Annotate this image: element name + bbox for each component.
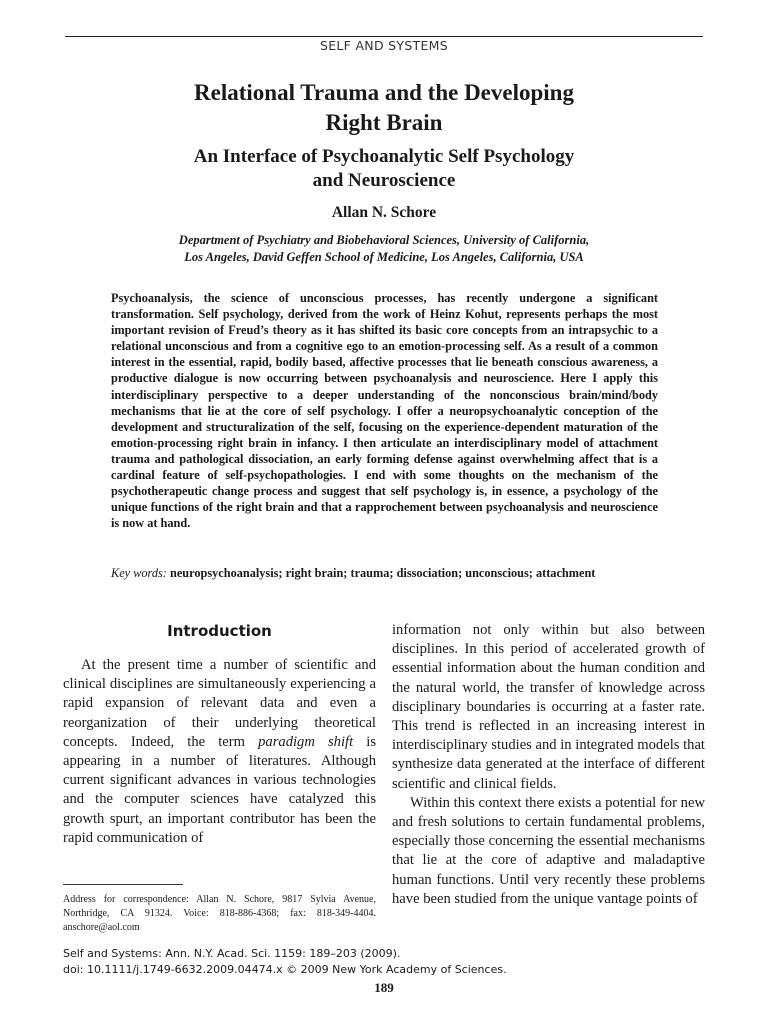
paragraph: Within this context there exists a potential for new and fresh solutions to certain fundamental problems, especially those concerning the essential mechanisms that lie at the core of adaptive and maladaptive human functions. Until very recently these problems have been studied from the unique vantage points of xyxy=(392,794,705,907)
author-name: Allan N. Schore xyxy=(331,204,437,221)
header-rule xyxy=(65,36,703,37)
keywords xyxy=(111,565,658,581)
running-head: SELF AND SYSTEMS xyxy=(319,38,449,53)
article-subtitle xyxy=(0,145,768,193)
citation-line-2: doi: 10.1111/j.1749-6632.2009.04474.x © 2009 New York Academy of Sciences. xyxy=(63,963,507,976)
section-heading: Introduction xyxy=(167,622,272,640)
keywords-label: Key words: xyxy=(111,566,167,580)
abstract: Psychoanalysis, the science of unconscious processes, has recently undergone a significant transformation. Self psychology, derived from the work of Heinz Kohut, represents perhaps the most important revision of Freud’s theory as it has shifted its basic core concepts from an intrapsychic to a relational unconscious and from a cognitive ego to an emotion-processing self. As a result of a common interest in the essential, rapid, bodily based, affective processes that lie beneath conscious awareness, a productive dialogue is now occurring between psychoanalysis and neuroscience. Here I apply this interdisciplinary perspective to a deeper understanding of the nonconscious brain/mind/body mechanisms that lie at the core of self psychology. I offer a neuropsychoanalytic conception of the development and structuralization of the self, focusing on the experience-dependent maturation of the emotion-processing right brain in infancy. I then articulate an interdisciplinary model of attachment trauma and pathological dissociation, an early forming defense against overwhelming affect that is a cardinal feature of self-psychopathologies. I end with some thoughts on the mechanism of the psychotherapeutic change process and suggest that self psychology is, in essence, a psychology of the unique functions of the right brain and that a rapprochement between psychoanalysis and neuroscience is now at hand. xyxy=(111,291,658,531)
page-number: 189 xyxy=(374,980,394,995)
italic-term: paradigm shift xyxy=(258,733,354,750)
affiliation xyxy=(0,232,768,266)
title-line-1: Relational Trauma and the Developing xyxy=(194,80,574,105)
subtitle-line-1: An Interface of Psychoanalytic Self Psychology xyxy=(193,146,575,167)
left-column xyxy=(63,656,376,848)
footnote: Address for correspondence: Allan N. Schore, 9817 Sylvia Avenue, Northridge, CA 91324. Voice: 818-886-4368; fax: 818-349-4404. anschore@aol.com xyxy=(63,894,376,933)
subtitle-line-2: and Neuroscience xyxy=(312,170,456,191)
citation xyxy=(63,946,507,978)
affiliation-line-1: Department of Psychiatry and Biobehavioral Sciences, University of California, xyxy=(178,233,590,247)
paragraph: At the present time a number of scientific and clinical disciplines are simultaneously experiencing a rapid expansion of relevant data and even a reorganization of their underlying theoretical concepts. Indeed, the term paradigm shift is appearing in a number of literatures. Although current significant advances in various technologies and the computer sciences have catalyzed this growth spurt, an important contributor has been the rapid communication of xyxy=(63,657,377,846)
title-line-2: Right Brain xyxy=(325,110,443,135)
citation-line-1: Self and Systems: Ann. N.Y. Acad. Sci. 1159: 189–203 (2009). xyxy=(63,947,401,960)
article-title xyxy=(0,78,768,138)
affiliation-line-2: Los Angeles, David Geffen School of Medicine, Los Angeles, California, USA xyxy=(184,250,584,264)
right-column xyxy=(392,621,705,909)
paragraph: information not only within but also between disciplines. In this period of accelerated growth of essential information about the human condition and the natural world, the transfer of knowledge across disciplinary boundaries is occurring at a faster rate. This trend is reflected in an increasing interest in interdisciplinary studies and in integrated models that synthesize data generated at the interface of different scientific and clinical fields. xyxy=(392,622,705,792)
keywords-list: neuropsychoanalysis; right brain; trauma; dissociation; unconscious; attachment xyxy=(169,566,596,580)
footnote-rule xyxy=(63,884,183,885)
